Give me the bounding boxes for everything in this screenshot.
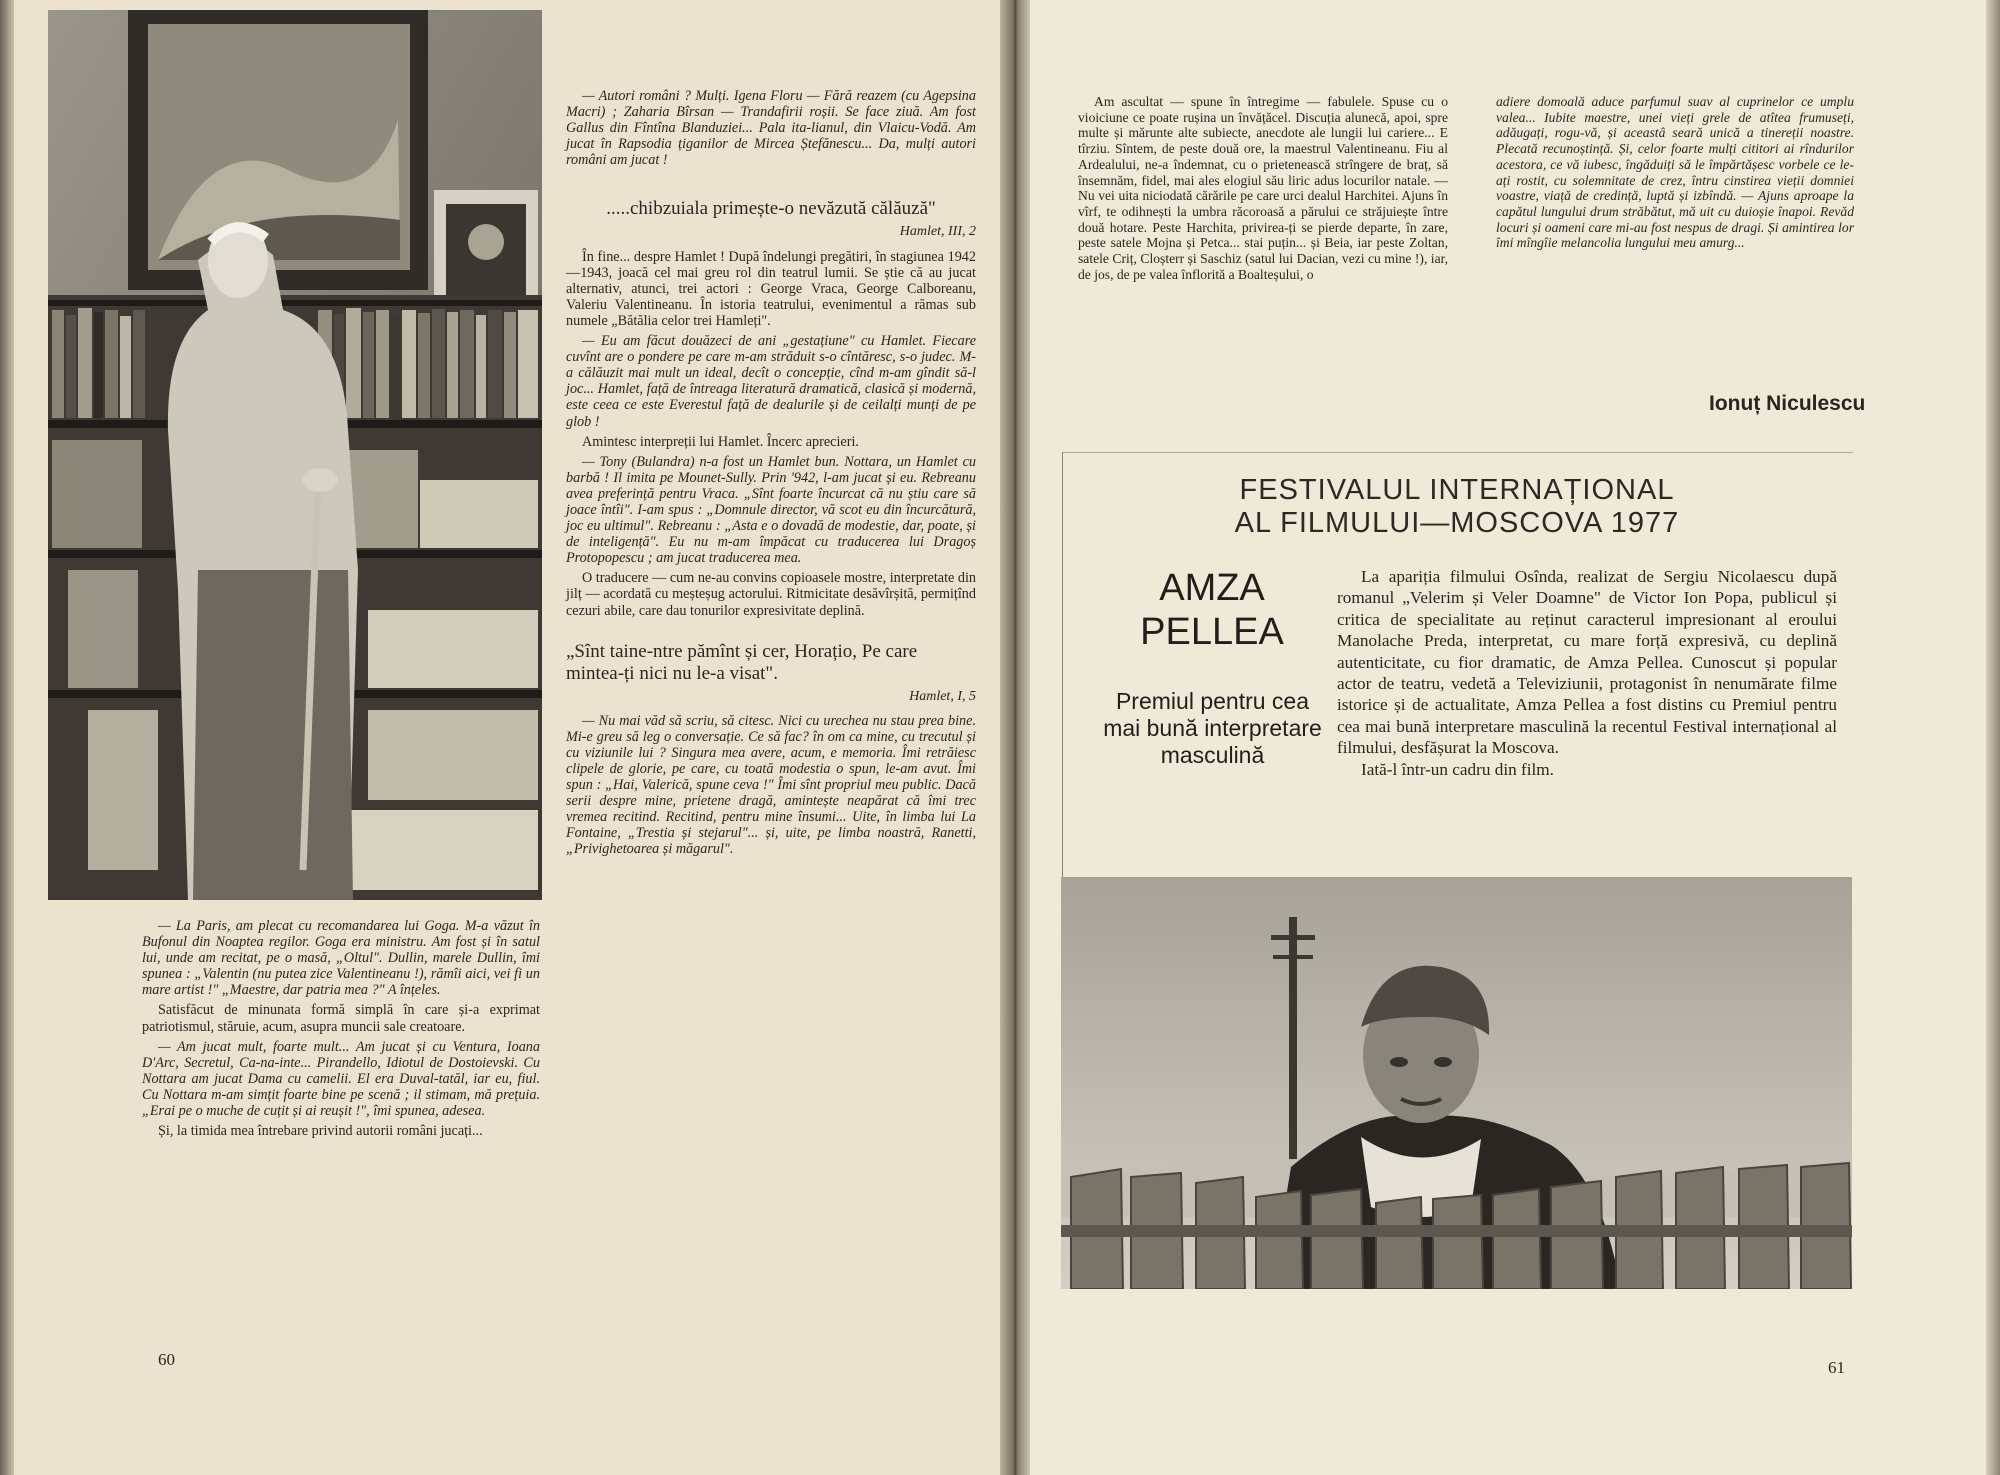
right-column-2 — [1496, 94, 1854, 255]
festival-article — [1337, 566, 1837, 780]
paragraph: — Nu mai văd să scriu, să citesc. Nici cu urechea nu stau prea bine. Mi-e greu să leg o conversație. Ce să fac? în om ca mine, cu trecutul și cu viziunile lui ? Singura mea avere, acum, e memoria. Îmi retrăiesc clipele de glorie, pe care, cu toată modestia o spun, le-am avut. Îmi spun : „Hai, Valerică, spune ceva !" Îmi sînt propriul meu public. Dacă serii despre mine, prietene dragă, amintește neapărat că îmi trec vremea recitind. Recitind, pentru mine însumi... Uite, în limba lui La Fontaine, „Trestia și stejarul"... și, uite, pe limba noastră, Ranetti, „Privighetoarea și măgarul". — [566, 712, 976, 858]
paragraph: adiere domoală aduce parfumul suav al cuprinelor ce umplu valea... Iubite maestre, unei vieți grele de atîtea frumuseți, adăugați, rogu-vă, și aceastâ seară unică a tinereții noastre. Plecată recunoștință. Și, celor foarte mulți cititori ai rîndurilor acestora, ce vă iubesc, îngăduiți să le împărtășesc vorbele ce le-ați rostit, cu solemnitate de crez, întru cinstirea vieții domniei voastre, viață de credință, luptă și izbîndă. — Ajuns aproape la capătul lungului drum străbătut, mă uit cu duioșie înapoi. Revăd locuri și oameni care mi-au fost nespus de dragi. Și amintirea lor îmi mîngîie melancolia lungului meu amurg... — [1496, 94, 1854, 251]
actor-name-line: AMZA — [1159, 567, 1265, 609]
paragraph: — Eu am făcut douăzeci de ani „gestațiune" cu Hamlet. Fiecare cuvînt are o pondere pe care m-am străduit s-o cîntăresc, s-o judec. M-a călăuzit mai mult un ideal, decît o concepție, cînd m-am gîndit să-l joc... Hamlet, față de întreaga literatură dramatică, clasică și modernă, este ceea ce este Everestul față de dealurile și de ceilalți munți de pe glob ! — [566, 333, 976, 430]
paragraph: — Tony (Bulandra) n-a fost un Hamlet bun. Nottara, un Hamlet cu barbă ! Il imita pe Mounet-Sully. Prin '942, l-am jucat și eu. Rebreanu avea preferință pentru Vraca. „Sînt foarte încurcat că nu știu care să joace întîi". I-am spus : „Domnule director, vă scot eu din încurcătură, joc eu ultimul". Rebreanu : „Asta e o dovadă de modestie, dar, poate, și de inteligență". Eu nu m-am împăcat cu traducerea lui Dragoș Protopopescu ; am jucat traducerea mea. — [566, 453, 976, 567]
actor-name — [1112, 566, 1312, 654]
paragraph: În fine... despre Hamlet ! După îndelungi pregătiri, în stagiunea 1942—1943, joacă cel mai greu rol din teatrul lumii. Se știe că au jucat alternativ, atunci, trei actori : George Vraca, George Calboreanu, Valeriu Valentineanu. În istoria teatrului, evenimentul a rămas sub numele „Bătălia celor trei Hamleți". — [566, 248, 976, 329]
festival-title — [1062, 474, 1852, 540]
left-column-2 — [566, 88, 976, 862]
paragraph: — Autori români ? Mulți. Igena Floru — Fără reazem (cu Agepsina Macri) ; Zaharia Bîrsan — Trandafirii roșii. Se face ziuă. Am fost Gallus din Fîntîna Blanduziei... Pala ita-lianul, din Vlaicu-Vodă. Am jucat în Rapsodia țiganilor de Mircea Ștefănescu... Da, mulți autori români am jucat ! — [566, 88, 976, 169]
paragraph: — La Paris, am plecat cu recomandarea lui Goga. M-a văzut în Bufonul din Noaptea regilor. Goga era ministru. Am fost și în satul lui, unde am recitat, pe o masă, „Oltul". Dullin, marele Dullin, îmi spunea : „Valentin (nu putea zice Valentineanu !), rămîi aici, vei fi un mare artist !" „Maestre, dar patria mea ?" A înțeles. — [142, 918, 540, 999]
book-edge-right — [1986, 0, 2000, 1475]
paragraph: Amintesc interpreții lui Hamlet. Încerc aprecieri. — [582, 433, 859, 450]
festival-title-line: AL FILMULUI—MOSCOVA 1977 — [1234, 507, 1680, 539]
book-gutter — [1000, 0, 1030, 1475]
hamlet-quote-heading: .....chibzuiala primește-o nevăzută călăuză" — [606, 198, 936, 220]
actor-name-line: PELLEA — [1140, 611, 1284, 653]
hamlet-citation: Hamlet, III, 2 — [899, 224, 976, 240]
article-author: Ionuț Niculescu — [1709, 392, 1866, 415]
hamlet-citation: Hamlet, I, 5 — [909, 688, 976, 704]
photo-film-still — [1061, 877, 1852, 1289]
left-column-1 — [142, 918, 540, 1143]
photo-old-actor-library — [48, 10, 542, 900]
paragraph: Am ascultat — spune în întregime — fabulele. Spuse cu o vioiciune ce poate rușina un învățăcel. Discuția alunecă, apoi, spre multe și mărunte alte subiecte, anecdote ale lungii lui cariere... E tîrziu. Sîntem, de peste două ore, la maestrul Valentineanu. Fiu al Ardealului, ne-a îndemnat, cu o prietenească strîngere de braț, să însemnăm, fidel, mai ales elogiul său liric adus locurilor natale. — Nu vei uita niciodată cărările pe care urci dealul Harchitei. Ajuns în vîrf, te odihnești la umbra răcoroasă a părului ce străjuiește între două hotare. Peste Harchita, privirea-ți se pierde departe, în zare, peste satele Mojna și Petca... stai puțin... și Beia, iar peste Zoltan, satele Criț, Cloșterr și Saschiz (satul lui Dacian, vezi cu mine !), iar, de jos, de pe valea înflorită a Boalteșului, o — [1078, 94, 1448, 282]
right-column-1 — [1078, 94, 1448, 286]
paragraph: — Am jucat mult, foarte mult... Am jucat și cu Ventura, Ioana D'Arc, Secretul, Ca-na-inte... Pirandello, Idiotul de Dostoievski. Cu Nottara am jucat Dama cu camelii. El era Duval-tatăl, iar eu, fiul. Cu Nottara m-am simțit foarte bine pe scenă ; il stimam, mă prețuia. „Erai pe o muche de cuțit și ai reușit !", îmi spunea, adesea. — [142, 1038, 540, 1120]
hamlet-quote-heading: „Sînt taine-ntre pămînt și cer, Horațio, Pe care mintea-ți nici nu le-a visat". — [566, 640, 918, 684]
page-number-left: 60 — [158, 1350, 175, 1369]
paragraph: O traducere — cum ne-au convins copioasele mostre, interpretate din jilț — acordată cu meșteșug actorului. Ritmicitate desăvîrșită, permițînd cezuri abile, care dau tonurilor expresivitate deplină. — [566, 570, 976, 619]
festival-title-line: FESTIVALUL INTERNAȚIONAL — [1239, 474, 1675, 506]
paragraph: La apariția filmului Osînda, realizat de Sergiu Nicolaescu după romanul „Velerim și Veler Doamne" de Victor Ion Popa, publicul și critica de specialitate au reținut caracterul impresionant al eroului Manolache Preda, interpretat, cu mare forță expresivă, cu deplină autenticitate, cu fior dramatic, de Amza Pellea. Cunoscut și popular actor de teatru, vedetă a Televiziunii, protagonist în nenumărate filme istorice și de actualitate, Amza Pellea a fost distins cu Premiul pentru cea mai bună interpretare masculină la recentul Festival internațional al filmului, desfășurat la Moscova. — [1337, 567, 1837, 758]
book-edge-left — [0, 0, 14, 1475]
prize-label: Premiul pentru cea mai bună interpretare masculină — [1103, 688, 1322, 768]
paragraph: Iată-l într-un cadru din film. — [1361, 759, 1554, 779]
paragraph: Satisfăcut de minunata formă simplă în care și-a exprimat patriotismul, stăruie, acum, asupra muncii sale creatoare. — [142, 1002, 540, 1035]
page-number-right: 61 — [1828, 1358, 1845, 1377]
paragraph: Și, la timida mea întrebare privind autorii români jucați... — [158, 1123, 483, 1140]
